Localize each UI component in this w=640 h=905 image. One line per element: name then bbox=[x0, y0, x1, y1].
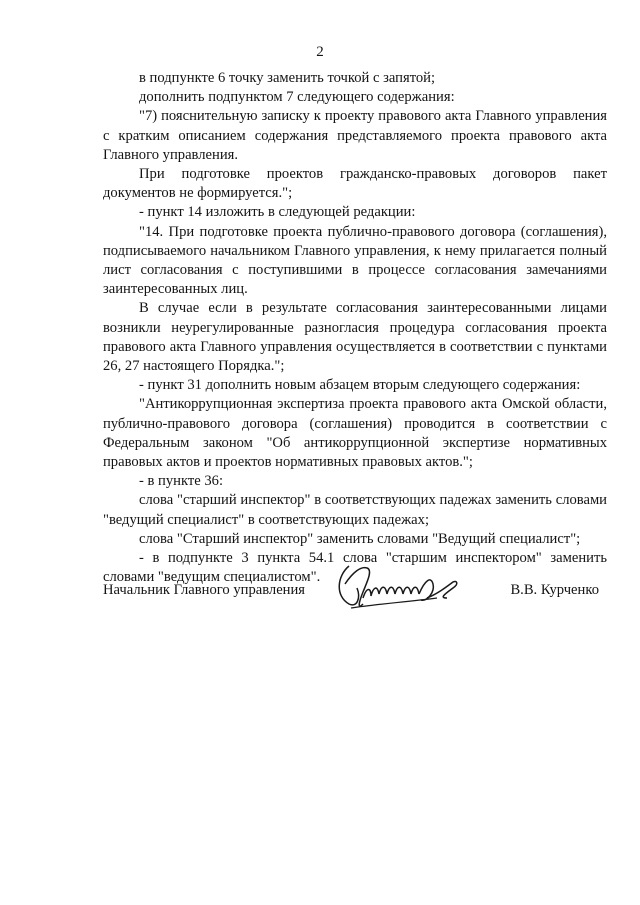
paragraph-13: - в подпункте 3 пункта 54.1 слова "старшим инспектором" заменить словами "ведущим специалистом". bbox=[103, 550, 607, 586]
signatory-name: В.В. Курченко bbox=[510, 582, 599, 598]
paragraph-8: - пункт 31 дополнить новым абзацем вторым следующего содержания: bbox=[139, 377, 581, 394]
paragraph-3: "7) пояснительную записку к проекту правового акта Главного управления с кратким описанием содержания представляемого проекта правового акта Главного управления. bbox=[103, 108, 607, 163]
signatory-position: Начальник Главного управления bbox=[103, 582, 306, 598]
handwritten-signature-icon bbox=[327, 558, 463, 616]
paragraph-10: - в пункте 36: bbox=[139, 473, 224, 490]
page-number: 2 bbox=[316, 44, 324, 60]
document-body bbox=[103, 69, 607, 587]
paragraph-11: слова "старший инспектор" в соответствующих падежах заменить словами "ведущий специалист" в соответствующих падежах; bbox=[103, 492, 607, 528]
signature-block bbox=[103, 558, 607, 618]
paragraph-5: - пункт 14 изложить в следующей редакции: bbox=[139, 204, 416, 221]
paragraph-7: В случае если в результате согласования заинтересованными лицами возникли неурегулированные разногласия процедура согласования проекта правового акта Главного управления осуществляется в соответствии с пунктами 26, 27 настоящего Порядка."; bbox=[103, 300, 607, 375]
paragraph-1: в подпункте 6 точку заменить точкой с запятой; bbox=[139, 70, 436, 86]
paragraph-9: "Антикоррупционная экспертиза проекта правового акта Омской области, публично-правового договора (соглашения) проводится в соответствии с Федеральным законом "Об антикоррупционной экспертизе нормативных правовых актов и проектов нормативных правовых актов."; bbox=[103, 396, 607, 471]
paragraph-12: слова "Старший инспектор" заменить словами "Ведущий специалист"; bbox=[139, 530, 581, 547]
paragraph-4: При подготовке проектов гражданско-правовых договоров пакет документов не формируется."; bbox=[103, 166, 607, 202]
paragraph-6: "14. При подготовке проекта публично-правового договора (соглашения), подписываемого начальником Главного управления, к нему прилагается полный лист согласования с поступившими в процессе согласования замечаниями заинтересованных лиц. bbox=[103, 223, 607, 298]
paragraph-2: дополнить подпунктом 7 следующего содержания: bbox=[139, 89, 455, 106]
